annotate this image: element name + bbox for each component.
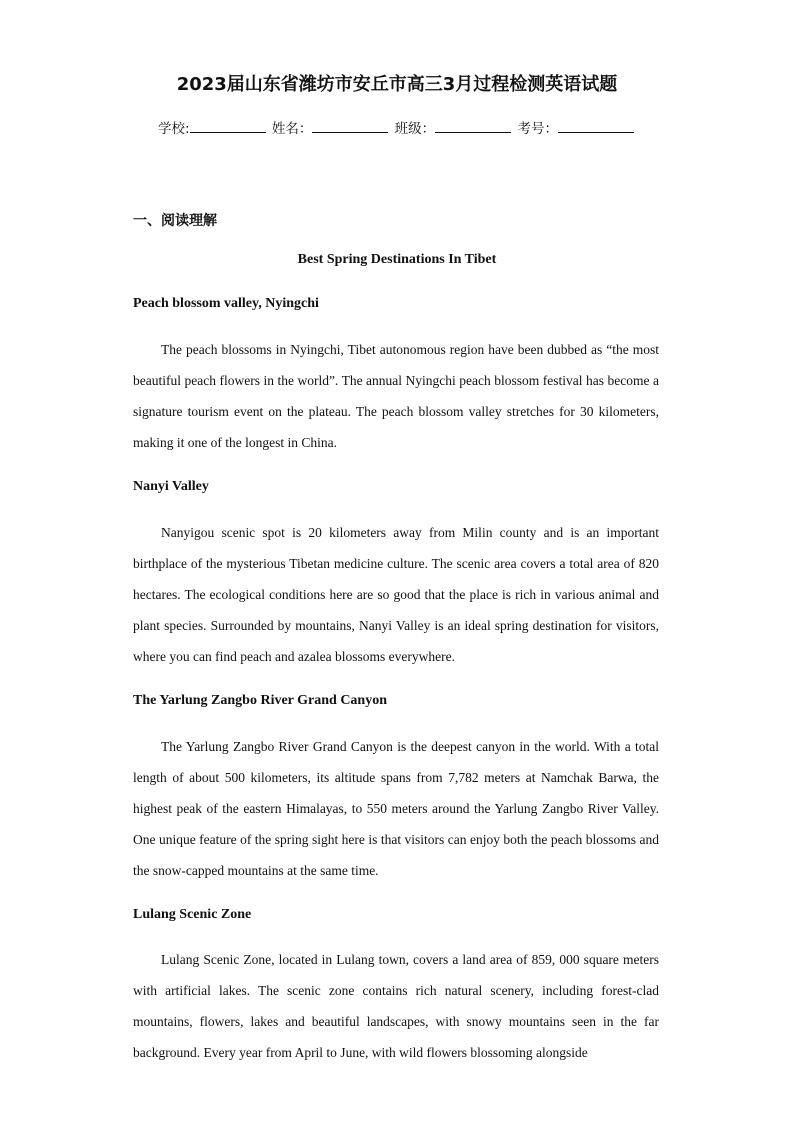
school-label: 学校: xyxy=(158,121,190,137)
article-title: Best Spring Destinations In Tibet xyxy=(297,252,497,267)
exam-number-blank[interactable] xyxy=(558,120,634,133)
subheading-lulang-scenic-zone: Lulang Scenic Zone xyxy=(133,907,252,922)
name-blank[interactable] xyxy=(312,120,388,133)
subheading-peach-blossom-valley: Peach blossom valley, Nyingchi xyxy=(133,296,319,311)
paragraph-grand-canyon: The Yarlung Zangbo River Grand Canyon is the deepest canyon in the world. With a total length of about 500 kilometers, its altitude spans from 7,782 meters at Namchak Barwa, the highest peak of the eastern Himalayas, to 550 meters around the Yarlung Zangbo River Valley. One unique feature of the spring sight here is that visitors can enjoy both the peach blossoms and the snow-capped mountains at the same time. xyxy=(133,739,659,878)
paragraph-lulang-scenic-zone: Lulang Scenic Zone, located in Lulang town, covers a land area of 859, 000 square meters with artificial lakes. The scenic zone contains rich natural scenery, including forest-clad mountains, flowers, lakes and beautiful landscapes, with snowy mountains seen in the far background. Every year from April to June, with wild flowers blossoming alongside xyxy=(133,952,659,1060)
document-title: 2023届山东省潍坊市安丘市高三3月过程检测英语试题 xyxy=(176,74,618,95)
school-blank[interactable] xyxy=(190,120,266,133)
paragraph-nanyi-valley: Nanyigou scenic spot is 20 kilometers away from Milin county and is an important birthplace of the mysterious Tibetan medicine culture. The scenic area covers a total area of 820 hectares. The ecological conditions here are so good that the place is rich in various animal and plant species. Surrounded by mountains, Nanyi Valley is an ideal spring destination for visitors, where you can find peach and azalea blossoms everywhere. xyxy=(133,525,659,664)
class-label: 班级： xyxy=(394,121,436,137)
student-info-line xyxy=(0,117,794,137)
subheading-nanyi-valley: Nanyi Valley xyxy=(133,479,209,494)
exam-number-label: 考号： xyxy=(517,121,558,137)
subheading-grand-canyon: The Yarlung Zangbo River Grand Canyon xyxy=(133,693,387,708)
paragraph-peach-blossom-valley: The peach blossoms in Nyingchi, Tibet autonomous region have been dubbed as “the most beautiful peach flowers in the world”. The annual Nyingchi peach blossom festival has become a signature tourism event on the plateau. The peach blossom valley stretches for 30 kilometers, making it one of the longest in China. xyxy=(133,342,659,450)
section-heading: 一、阅读理解 xyxy=(133,213,217,229)
class-blank[interactable] xyxy=(435,120,511,133)
name-label: 姓名： xyxy=(271,121,313,137)
